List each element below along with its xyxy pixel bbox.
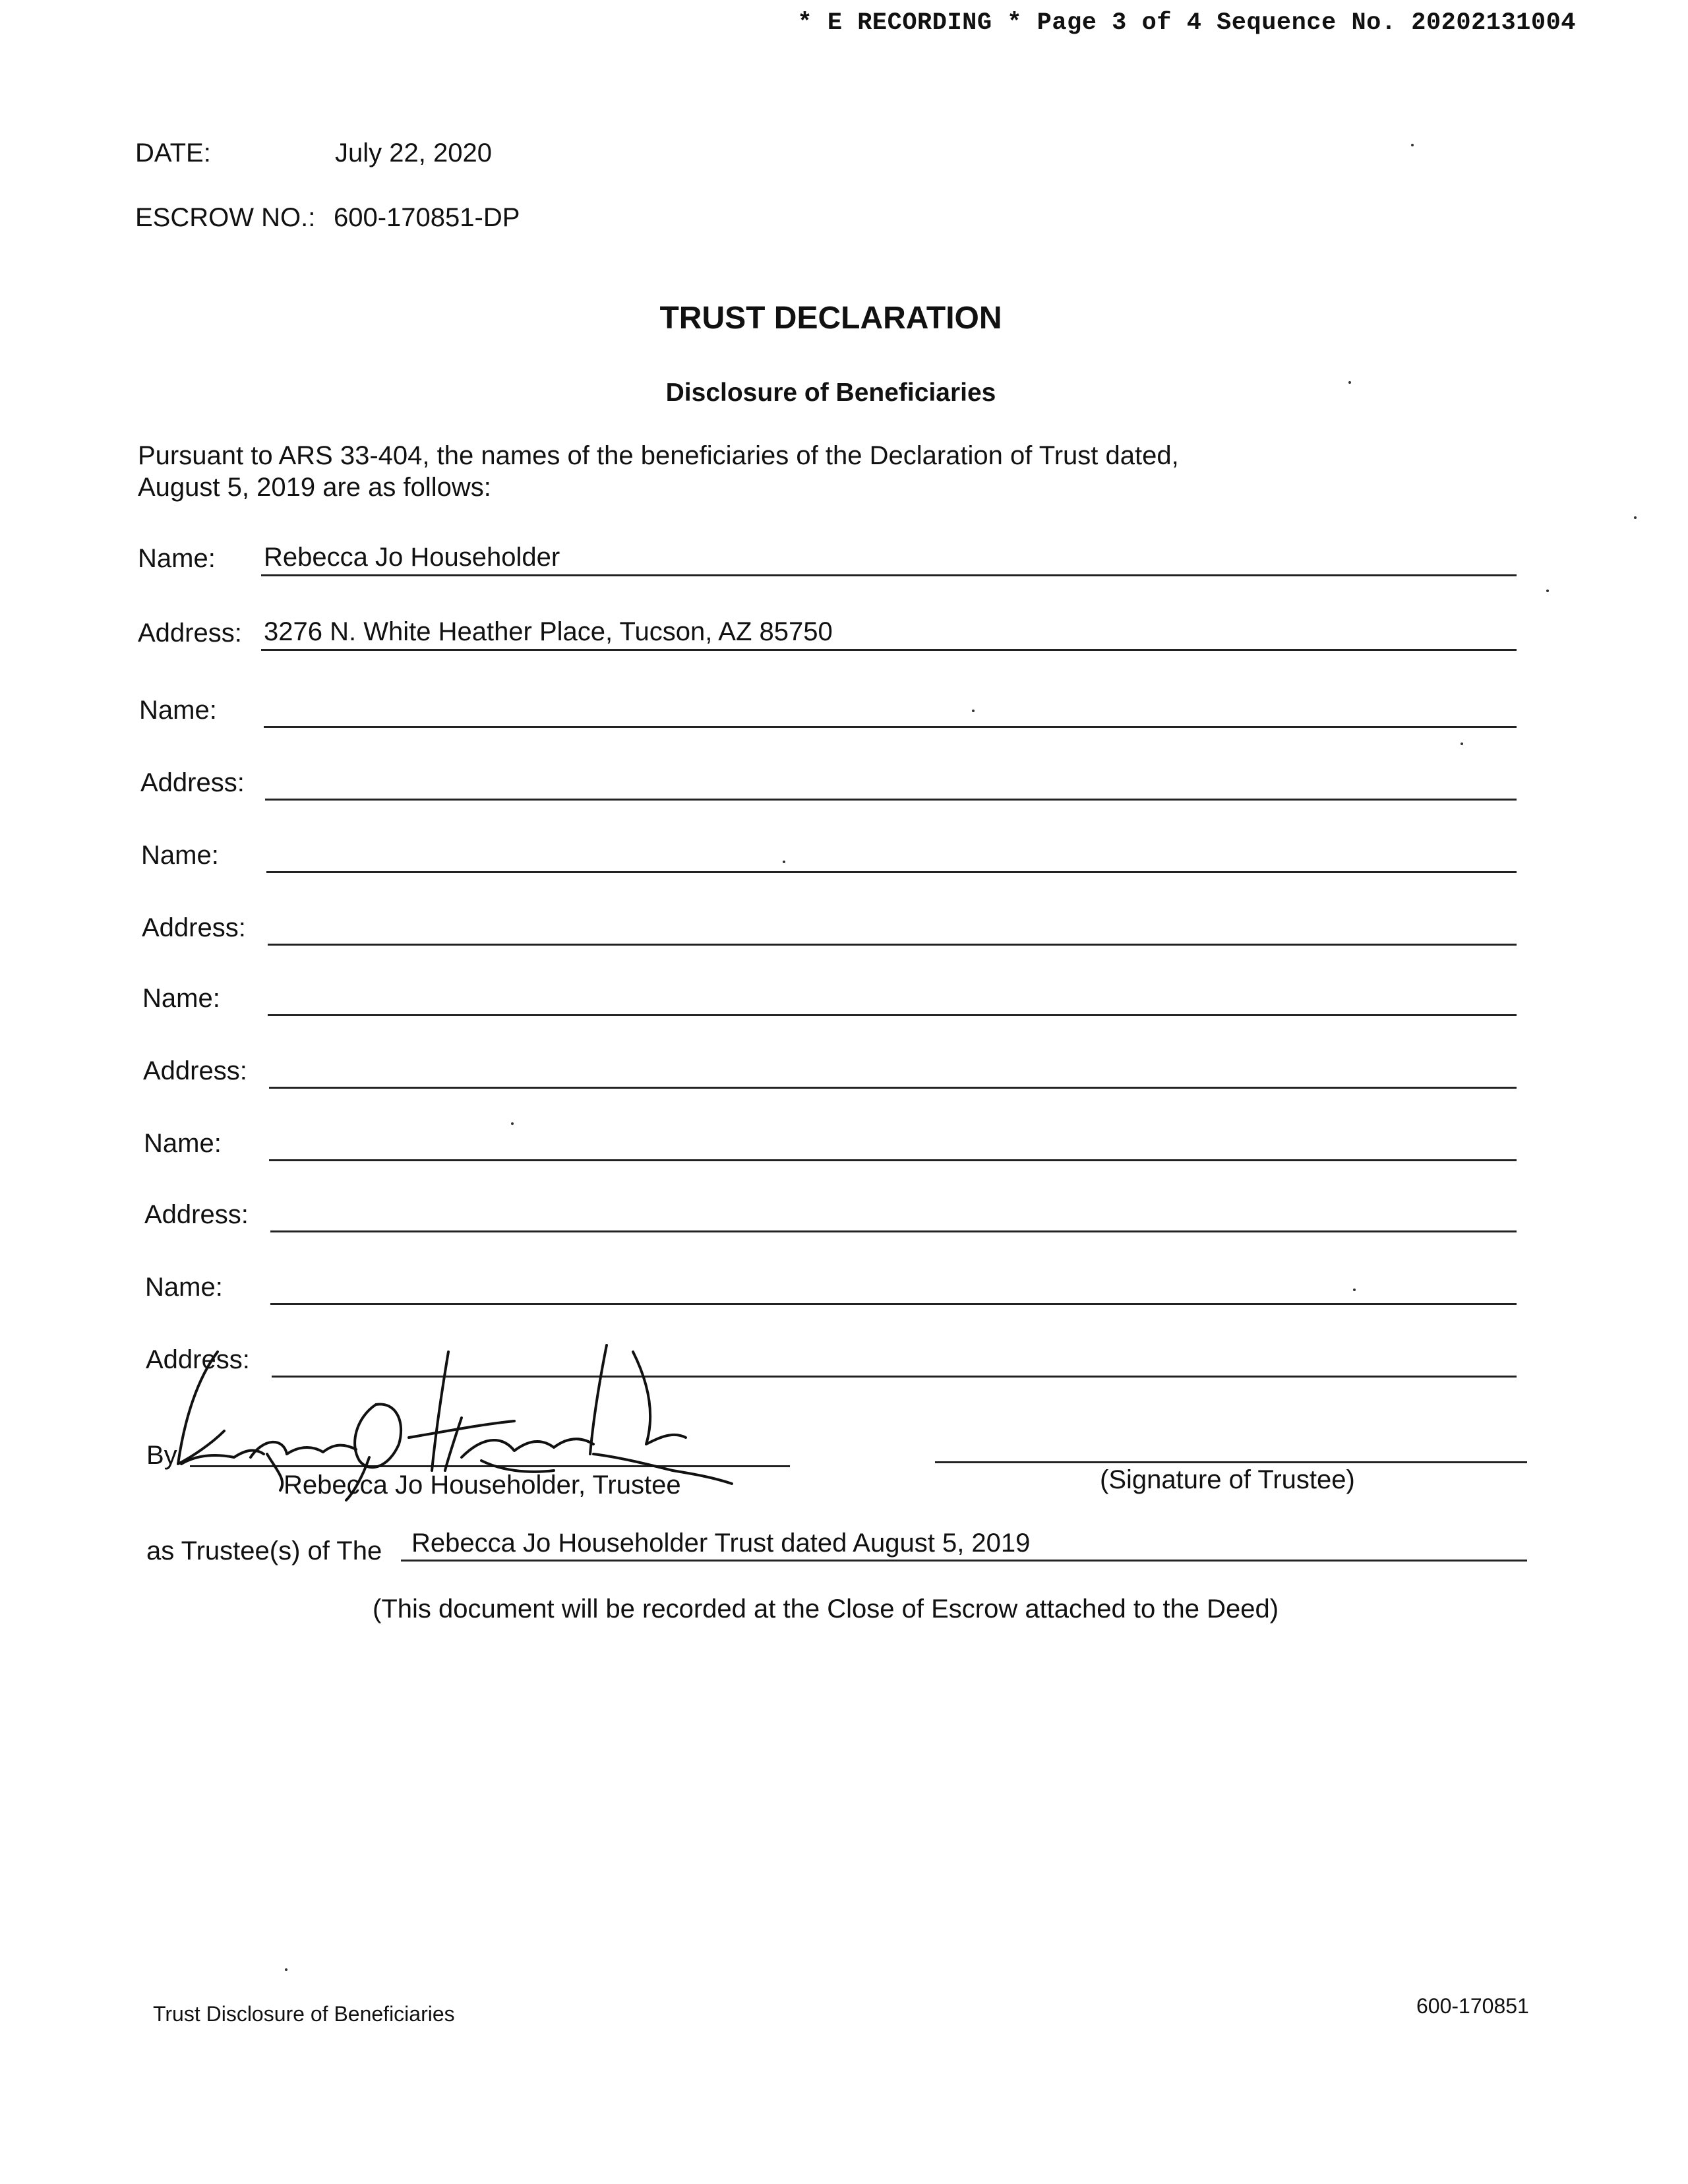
scan-speck: [1411, 144, 1414, 146]
escrow-label: ESCROW NO.:: [135, 203, 316, 232]
footer-left: Trust Disclosure of Beneficiaries: [153, 2002, 455, 2026]
address-label: Address:: [142, 913, 246, 942]
scan-speck: [1461, 743, 1463, 745]
intro-line-2: August 5, 2019 are as follows:: [138, 473, 491, 502]
address-label: Address:: [146, 1345, 250, 1374]
signer-printed-name: Rebecca Jo Householder, Trustee: [284, 1471, 681, 1500]
scan-speck: [511, 1122, 514, 1125]
address-label: Address:: [144, 1200, 249, 1229]
name-field-line[interactable]: [268, 1014, 1517, 1016]
name-label: Name:: [145, 1273, 223, 1302]
trust-name-line[interactable]: [401, 1560, 1527, 1562]
trust-name-value: Rebecca Jo Householder Trust dated August 5, 2019: [411, 1529, 1031, 1558]
name-field-line[interactable]: [270, 1303, 1517, 1305]
scan-speck: [1353, 1289, 1356, 1291]
name-label: Name:: [141, 841, 219, 870]
address-label: Address:: [138, 619, 242, 648]
name-field-line[interactable]: [261, 574, 1517, 576]
name-field-line[interactable]: [264, 726, 1517, 728]
scan-speck: [1348, 381, 1351, 384]
address-value: 3276 N. White Heather Place, Tucson, AZ 85750: [264, 617, 833, 646]
name-label: Name:: [142, 984, 220, 1013]
handwritten-signature: [171, 1339, 752, 1503]
address-field-line[interactable]: [268, 944, 1517, 946]
scan-speck: [972, 710, 975, 712]
trustee-of-label: as Trustee(s) of The: [146, 1536, 382, 1565]
date-value: July 22, 2020: [335, 138, 492, 167]
intro-line-1: Pursuant to ARS 33-404, the names of the beneficiaries of the Declaration of Trust dated,: [138, 441, 1179, 470]
second-trustee-signature-line[interactable]: [935, 1461, 1527, 1463]
address-field-line[interactable]: [265, 799, 1517, 801]
address-field-line[interactable]: [270, 1230, 1517, 1232]
name-label: Name:: [138, 544, 216, 573]
scan-speck: [285, 1968, 287, 1971]
recording-stamp: * E RECORDING * Page 3 of 4 Sequence No. 20202131004: [797, 9, 1576, 37]
address-label: Address:: [143, 1056, 247, 1085]
scan-speck: [783, 861, 785, 863]
document-subtitle: Disclosure of Beneficiaries: [665, 379, 996, 407]
address-field-line[interactable]: [261, 649, 1517, 651]
name-field-line[interactable]: [266, 871, 1517, 873]
scan-speck: [1634, 516, 1637, 519]
intro-paragraph: [138, 440, 1179, 503]
escrow-value: 600-170851-DP: [334, 203, 520, 232]
name-value: Rebecca Jo Householder: [264, 543, 560, 572]
address-label: Address:: [140, 768, 245, 797]
address-field-line[interactable]: [269, 1087, 1517, 1089]
name-label: Name:: [144, 1129, 222, 1158]
name-field-line[interactable]: [269, 1159, 1517, 1161]
date-label: DATE:: [135, 138, 211, 167]
signature-caption: (Signature of Trustee): [1100, 1465, 1355, 1494]
document-title: TRUST DECLARATION: [659, 301, 1002, 336]
scan-speck: [1546, 590, 1549, 592]
by-label: By: [146, 1441, 177, 1470]
recording-note: (This document will be recorded at the Close of Escrow attached to the Deed): [373, 1594, 1279, 1623]
footer-right: 600-170851: [1416, 1994, 1529, 2018]
name-label: Name:: [139, 696, 217, 725]
